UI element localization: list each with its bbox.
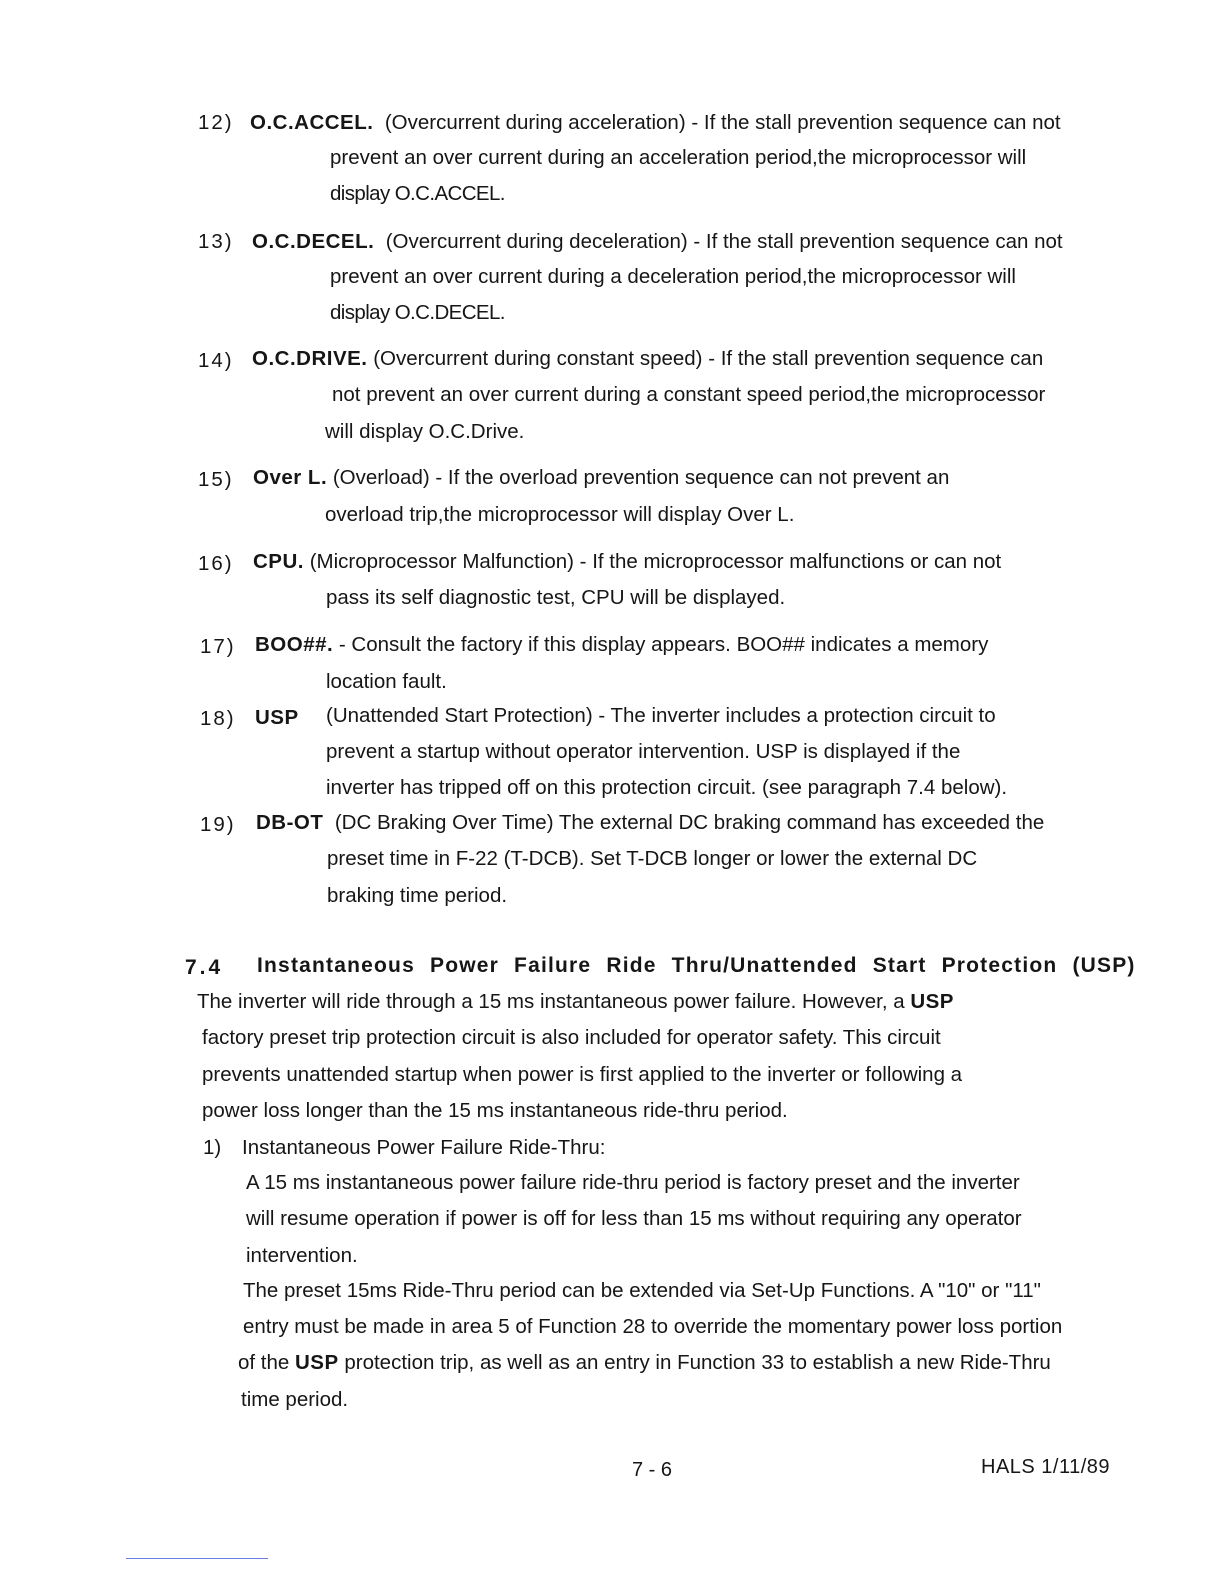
- intro-line: [197, 990, 954, 1014]
- item-text: inverter has tripped off on this protection circuit. (see paragraph 7.4 below).: [326, 776, 1008, 799]
- item-text: will display O.C.Drive.: [325, 420, 525, 443]
- item-term: O.C.DRIVE.: [252, 347, 368, 370]
- item-text: display O.C.DECEL.: [330, 301, 505, 324]
- item-text: (Overcurrent during constant speed) - If the stall prevention sequence can: [373, 347, 1044, 370]
- intro-text: The inverter will ride through a 15 ms instantaneous power failure. However, a: [197, 990, 905, 1013]
- paragraph-line: intervention.: [246, 1244, 358, 1267]
- item-text: not prevent an over current during a constant speed period,the microprocessor: [332, 383, 1046, 406]
- item-first-line: [253, 550, 1001, 574]
- item-number: 18): [200, 707, 236, 730]
- item-first-line: [256, 811, 1044, 835]
- item-term: Over L.: [253, 466, 328, 489]
- item-number: 17): [200, 635, 236, 658]
- item-first-line: [253, 466, 949, 490]
- intro-line: prevents unattended startup when power is first applied to the inverter or following a: [202, 1063, 963, 1086]
- page-number: 7 - 6: [632, 1459, 673, 1481]
- usp-term: USP: [910, 990, 954, 1013]
- item-number: 12): [198, 111, 234, 134]
- item-term: BOO##.: [255, 633, 334, 656]
- item-text: pass its self diagnostic test, CPU will be displayed.: [326, 586, 786, 609]
- item-text: display O.C.ACCEL.: [330, 182, 505, 205]
- item-term: USP: [255, 706, 299, 729]
- item-text: location fault.: [326, 670, 447, 693]
- item-first-line: [252, 230, 1063, 254]
- item-text: prevent a startup without operator intervention. USP is displayed if the: [326, 740, 961, 763]
- item-text: preset time in F-22 (T-DCB). Set T-DCB longer or lower the external DC: [327, 847, 978, 870]
- item-text: (Unattended Start Protection) - The inverter includes a protection circuit to: [326, 704, 996, 727]
- section-number: 7.4: [185, 956, 224, 979]
- item-text: prevent an over current during an acceleration period,the microprocessor will: [330, 146, 1027, 169]
- item-term: DB-OT: [256, 811, 324, 834]
- intro-line: power loss longer than the 15 ms instantaneous ride-thru period.: [202, 1099, 788, 1122]
- paragraph-line: time period.: [241, 1388, 349, 1411]
- subsection-title: Instantaneous Power Failure Ride-Thru:: [242, 1136, 606, 1159]
- item-number: 14): [198, 349, 234, 372]
- item-text: (Overcurrent during deceleration) - If the stall prevention sequence can not: [385, 230, 1063, 253]
- item-text: prevent an over current during a deceleration period,the microprocessor will: [330, 265, 1016, 288]
- section-title: Instantaneous Power Failure Ride Thru/Unattended Start Protection (USP): [257, 954, 1136, 977]
- item-first-line: [252, 347, 1043, 371]
- scan-artifact-line: [126, 1558, 268, 1559]
- item-text: - Consult the factory if this display appears. BOO## indicates a memory: [338, 633, 989, 656]
- item-text: (Microprocessor Malfunction) - If the microprocessor malfunctions or can not: [309, 550, 1002, 573]
- item-term: O.C.ACCEL.: [250, 111, 374, 134]
- item-number: 16): [198, 552, 234, 575]
- item-first-line: [250, 111, 1061, 135]
- item-number: 15): [198, 468, 234, 491]
- item-term: O.C.DECEL.: [252, 230, 375, 253]
- paragraph-text: protection trip, as well as an entry in Function 33 to establish a new Ride-Thru: [344, 1351, 1051, 1374]
- item-term: CPU.: [253, 550, 304, 573]
- item-number: 13): [198, 230, 234, 253]
- intro-line: factory preset trip protection circuit is also included for operator safety. This circuit: [202, 1026, 941, 1049]
- item-text: (Overcurrent during acceleration) - If the stall prevention sequence can not: [384, 111, 1061, 134]
- item-text: braking time period.: [327, 884, 508, 907]
- item-number: 19): [200, 813, 236, 836]
- item-text: (DC Braking Over Time) The external DC braking command has exceeded the: [334, 811, 1045, 834]
- document-id-date: HALS 1/11/89: [981, 1456, 1111, 1478]
- paragraph-line: [238, 1351, 1051, 1375]
- paragraph-line: The preset 15ms Ride-Thru period can be extended via Set-Up Functions. A "10" or "11": [243, 1279, 1041, 1302]
- paragraph-line: A 15 ms instantaneous power failure ride-thru period is factory preset and the inverter: [246, 1171, 1020, 1194]
- item-text: (Overload) - If the overload prevention sequence can not prevent an: [332, 466, 950, 489]
- item-first-line: [255, 633, 988, 657]
- subsection-number: 1): [203, 1136, 222, 1159]
- paragraph-line: will resume operation if power is off for less than 15 ms without requiring any operator: [246, 1207, 1022, 1230]
- paragraph-line: entry must be made in area 5 of Function 28 to override the momentary power loss portion: [243, 1315, 1063, 1338]
- paragraph-text: of the: [238, 1351, 290, 1374]
- item-text: overload trip,the microprocessor will display Over L.: [325, 503, 795, 526]
- usp-term: USP: [295, 1351, 339, 1374]
